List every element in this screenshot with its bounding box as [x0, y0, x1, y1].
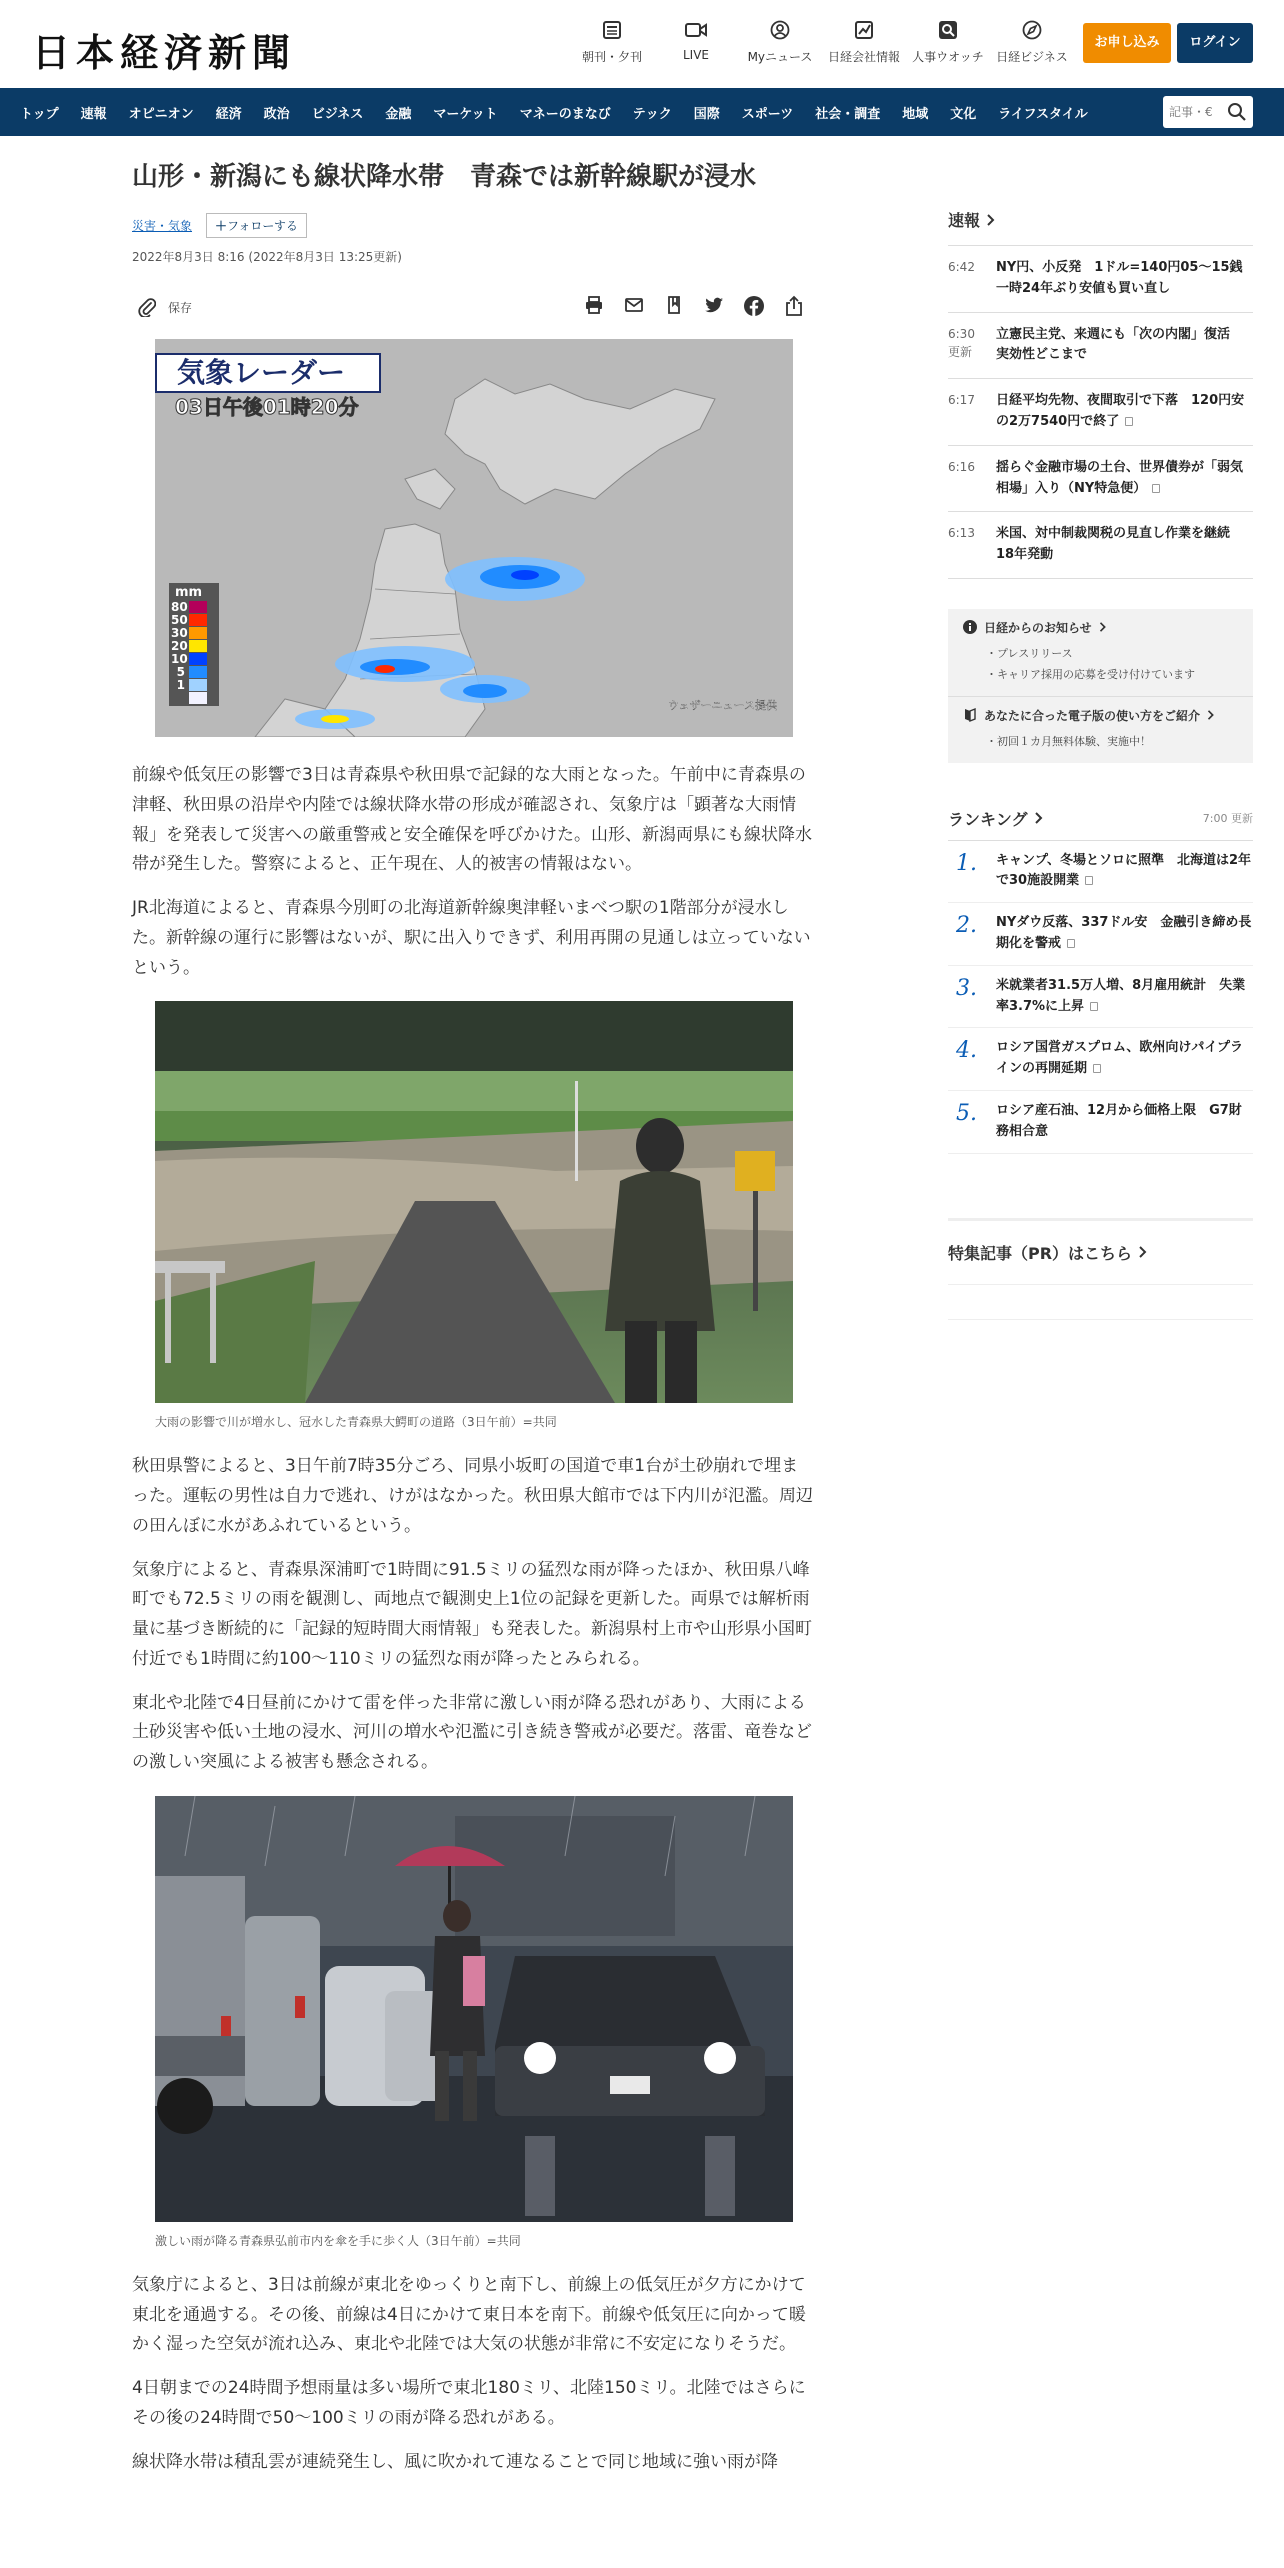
header-link-label: 人事ウオッチ — [912, 50, 984, 64]
chevron-right-icon — [986, 214, 996, 226]
radar-legend-item — [171, 691, 217, 704]
news-time: 6:17 — [948, 393, 975, 408]
article-paragraph: 秋田県警によると、3日午前7時35分ごろ、同県小坂町の国道で車1台が土砂崩れで埋まった。運転の男性は自力で逃れ、けがはなかった。秋田県大館市では下内川が氾濫。周辺の田んぼに水があふれているという。 — [132, 1456, 814, 1536]
radar-legend-swatch — [189, 692, 207, 704]
notice-title: 日経からのお知らせ — [984, 620, 1092, 635]
flooded-road-photo — [155, 1001, 793, 1403]
ranking-updated: 7:00 更新 — [1202, 812, 1253, 826]
notice-divider — [948, 696, 1253, 697]
photo-caption: 激しい雨が降る青森県弘前市内を傘を手に歩く人（3日午前）=共同 — [155, 2233, 521, 2248]
twitter-icon — [704, 295, 724, 315]
save-label: 保存 — [168, 300, 193, 315]
header-link-mynews[interactable] — [738, 20, 822, 65]
radar-legend-swatch — [189, 601, 207, 613]
lock-icon — [1090, 1002, 1098, 1011]
lock-icon — [1152, 484, 1160, 493]
notice-item-label: 初回１カ月無料体験、実施中！ — [997, 734, 1151, 748]
person-icon — [770, 20, 790, 40]
news-time: 6:30 更新 — [948, 326, 975, 359]
share-buttons — [574, 295, 814, 317]
compass-icon — [1022, 20, 1042, 40]
facebook-icon — [743, 295, 765, 317]
radar-legend-value: 30 — [171, 625, 188, 640]
news-headline: 日経平均先物、夜間取引で下落 120円安の2万7540円で終了 — [996, 393, 1245, 429]
article-tag-row — [132, 213, 814, 238]
site-header — [0, 0, 1284, 88]
nikkei-notice-box — [948, 609, 1253, 763]
radar-legend-item — [171, 613, 217, 626]
rain-street-graphic — [155, 1796, 793, 2222]
nav-item-region[interactable]: 地域 — [902, 106, 929, 122]
chevron-right-icon — [1098, 622, 1108, 632]
weather-radar-image — [155, 339, 793, 737]
radar-legend-item — [171, 626, 217, 639]
ranking-title: ランキング — [948, 809, 1028, 829]
notice-item-free-trial[interactable]: ・初回１カ月無料体験、実施中！ — [986, 734, 1151, 748]
radar-legend-swatch — [189, 653, 207, 665]
radar-legend-swatch — [189, 614, 207, 626]
news-time: 6:16 — [948, 459, 975, 474]
nav-item-money[interactable]: マネーのまなび — [519, 106, 611, 122]
breaking-news-item[interactable] — [948, 512, 1253, 579]
follow-button[interactable] — [206, 213, 307, 238]
bookmark-icon — [664, 295, 684, 315]
notice-item-careers[interactable]: ・キャリア採用の応募を受け付けています — [986, 667, 1195, 681]
header-link-newspaper[interactable] — [570, 20, 654, 65]
breaking-news-list — [948, 245, 1256, 579]
ranking-number: 1. — [956, 850, 977, 876]
radar-legend-item — [171, 600, 217, 613]
ranking-headline: 米就業者31.5万人増、8月雇用統計 失業率3.7%に上昇 — [996, 977, 1246, 1014]
sidebar — [948, 208, 1256, 1354]
pr-title: 特集記事（PR）はこちら — [948, 1243, 1133, 1263]
nav-item-culture[interactable]: 文化 — [950, 106, 977, 122]
breaking-news-item[interactable] — [948, 246, 1256, 313]
header-link-business[interactable] — [990, 20, 1074, 65]
article-title: 山形・新潟にも線状降水帯 青森では新幹線駅が浸水 — [132, 162, 757, 192]
nav-item-market[interactable]: マーケット — [433, 106, 498, 122]
article-paragraph: 前線や低気圧の影響で3日は青森県や秋田県で記録的な大雨となった。午前中に青森県の津軽、秋田県の沿岸や内陸では線状降水帯の形成が確認され、気象庁は「顕著な大雨情報」を発表して災害への厳重警戒と安全確保を呼びかけた。山形、新潟両県にも線状降水帯が発生した。警察によると、正午現在、人的被害の情報はない。 — [132, 765, 812, 875]
info-icon — [962, 619, 978, 635]
book-icon — [962, 707, 978, 723]
nav-item-top[interactable]: トップ — [20, 106, 59, 122]
nav-item-breaking[interactable]: 速報 — [80, 106, 107, 122]
header-link-personnel[interactable] — [906, 20, 990, 65]
radar-legend-item — [171, 665, 217, 678]
ranking-number: 3. — [956, 975, 977, 1001]
main-nav — [0, 88, 1284, 136]
print-button[interactable] — [574, 295, 614, 317]
pr-heading[interactable] — [948, 1218, 1253, 1264]
plus-icon: ＋ — [215, 219, 228, 234]
radar-legend-value: 50 — [171, 612, 188, 627]
chevron-right-icon — [1034, 812, 1044, 824]
radar-legend-item — [171, 678, 217, 691]
nav-item-politics[interactable]: 政治 — [263, 106, 290, 122]
video-icon — [684, 20, 708, 40]
news-headline: 立憲民主党、来週にも「次の内閣」復活 実効性どこまで — [996, 326, 1244, 363]
radar-figure — [155, 339, 793, 737]
article-date: 2022年8月3日 8:16 (2022年8月3日 13:25更新) — [132, 250, 402, 265]
radar-legend-swatch — [189, 679, 207, 691]
ranking-item[interactable] — [948, 1028, 1253, 1091]
notice-list — [986, 644, 1239, 686]
lock-icon — [1093, 1064, 1101, 1073]
pr-list-placeholder — [948, 1284, 1253, 1320]
article-paragraph: 気象庁によると、3日は前線が東北をゆっくりと南下し、前線上の低気圧が夕方にかけて東北を通過する。その後、前線は4日にかけて東日本を南下。前線や低気圧に向かって暖かく湿った空気が流れ込み、東北や北陸では大気の状態が非常に不安定になりそうだ。 — [132, 2274, 806, 2355]
header-icon-group — [570, 20, 1074, 65]
radar-legend-item — [171, 652, 217, 665]
ranking-headline: ロシア産石油、12月から価格上限 G7財務相合意 — [996, 1103, 1242, 1139]
header-link-label: 日経ビジネス — [996, 50, 1068, 64]
header-link-label: LIVE — [682, 48, 709, 62]
twitter-button[interactable] — [694, 295, 734, 317]
nav-items — [20, 88, 1110, 136]
radar-legend — [169, 583, 219, 706]
ranking-item[interactable] — [948, 903, 1253, 966]
digital-guide-title: あなたに合った電子版の使い方をご紹介 — [984, 708, 1201, 723]
news-headline: 揺らぐ金融市場の土台、世界債券が「弱気相場」入り（NY特急便） — [996, 459, 1244, 496]
notice-heading[interactable] — [962, 619, 1239, 636]
radar-legend-value: 10 — [171, 651, 188, 666]
search-input[interactable] — [1169, 101, 1219, 123]
rain-street-photo — [155, 1796, 793, 2222]
ranking-number: 2. — [956, 913, 977, 939]
lock-icon — [1125, 417, 1133, 426]
bookmark-button[interactable] — [654, 295, 694, 317]
breaking-news-item[interactable] — [948, 446, 1253, 513]
breaking-news-item[interactable] — [948, 379, 1253, 446]
header-link-label: 朝刊・夕刊 — [581, 50, 642, 64]
news-time: 6:13 — [948, 526, 975, 541]
apply-button[interactable]: お申し込み — [1083, 23, 1171, 63]
ranking-list — [948, 841, 1253, 1154]
flooded-road-graphic — [155, 1001, 793, 1403]
radar-legend-swatch — [189, 666, 207, 678]
radar-time: 03日午後01時20分 — [175, 395, 359, 420]
radar-legend-value: 5 — [176, 664, 185, 679]
lock-icon — [1067, 939, 1075, 948]
photo-figure-flooded-road — [155, 1001, 793, 1430]
ranking-headline: NYダウ反落、337ドル安 金融引き締め長期化を警戒 — [996, 915, 1252, 952]
save-button[interactable] — [138, 297, 192, 317]
ranking-item[interactable] — [948, 1091, 1253, 1154]
radar-legend-value: 1 — [176, 677, 185, 692]
ranking-header — [948, 807, 1253, 841]
share-button[interactable] — [774, 295, 814, 317]
nav-item-economy[interactable]: 経済 — [215, 106, 242, 122]
news-headline: 米国、対中制裁関税の見直し作業を継続 18年発動 — [996, 526, 1244, 563]
ranking-item[interactable] — [948, 966, 1253, 1029]
breaking-news-title: 速報 — [948, 211, 981, 230]
ranking-number: 5. — [956, 1101, 977, 1127]
chevron-right-icon — [1138, 1246, 1148, 1258]
topic-tag-link[interactable]: 災害・気象 — [132, 219, 193, 234]
chart-icon — [854, 20, 874, 40]
ranking-headline: ロシア国営ガスプロム、欧州向けパイプラインの再開延期 — [996, 1040, 1244, 1077]
article-paragraph: 線状降水帯は積乱雲が連続発生し、風に吹かれて連なることで同じ地域に強い雨が降 — [132, 2451, 778, 2472]
news-headline: NY円、小反発 1ドル=140円05～15銭 一時24年ぶり安値も買い直し — [996, 260, 1256, 296]
ranking-item[interactable] — [948, 841, 1253, 904]
radar-legend-item — [171, 639, 217, 652]
radar-legend-swatch — [189, 627, 207, 639]
nav-search-box — [1163, 96, 1253, 128]
print-icon — [584, 295, 604, 315]
nav-item-sports[interactable]: スポーツ — [741, 106, 794, 122]
nav-item-opinion[interactable]: オピニオン — [128, 106, 194, 122]
photo-caption: 大雨の影響で川が増水し、冠水した青森県大鰐町の道路（3日午前）=共同 — [155, 1415, 557, 1430]
radar-legend-swatch — [189, 640, 207, 652]
search-icon[interactable] — [1227, 102, 1247, 122]
ranking-heading[interactable] — [948, 807, 1044, 830]
header-link-label: Myニュース — [747, 50, 813, 64]
share-icon — [784, 295, 804, 317]
nav-item-tech[interactable]: テック — [632, 106, 672, 122]
radar-legend-unit: mm — [175, 585, 203, 601]
newspaper-icon — [602, 20, 622, 40]
search-person-icon — [938, 20, 958, 40]
chevron-right-icon — [1206, 710, 1216, 720]
site-logo[interactable]: 日本経済新聞 — [32, 30, 297, 75]
mail-icon — [624, 295, 644, 315]
article-toolbar — [132, 293, 814, 323]
lock-icon — [1085, 876, 1093, 885]
breaking-news-item[interactable] — [948, 313, 1253, 380]
nav-item-international[interactable]: 国際 — [693, 106, 720, 122]
notice-item-press[interactable]: ・プレスリリース — [986, 646, 1073, 660]
radar-legend-value: 20 — [171, 638, 188, 653]
nav-item-society[interactable]: 社会・調査 — [815, 106, 881, 122]
article — [132, 160, 814, 2477]
breaking-news-heading[interactable] — [948, 208, 1253, 231]
article-paragraph: JR北海道によると、青森県今別町の北海道新幹線奥津軽いまべつ駅の1階部分が浸水した。新幹線の運行に影響はないが、駅に出入りできず、利用再開の見通しは立っていないという。 — [132, 898, 811, 978]
notice-item-label: キャリア採用の応募を受け付けています — [997, 667, 1195, 681]
ranking-headline: キャンプ、冬場とソロに照準 北海道は2年で30施設開業 — [996, 852, 1252, 889]
radar-legend-value: 80 — [171, 599, 188, 614]
login-button[interactable]: ログイン — [1177, 23, 1253, 63]
paperclip-icon — [138, 297, 156, 317]
follow-label: フォローする — [227, 219, 298, 234]
article-paragraph: 東北や北陸で4日昼前にかけて雷を伴った非常に激しい雨が降る恐れがあり、大雨による土砂災害や低い土地の浸水、河川の増水や氾濫に引き続き警戒が必要だ。落雷、竜巻などの激しい突風による被害も懸念される。 — [132, 1692, 812, 1773]
digital-guide-heading[interactable] — [962, 707, 1239, 724]
facebook-button[interactable] — [734, 295, 774, 317]
header-link-company-info[interactable] — [822, 20, 906, 65]
article-paragraph: 気象庁によると、青森県深浦町で1時間に91.5ミリの猛烈な雨が降ったほか、秋田県八峰町でも72.5ミリの雨を観測し、両地点で観測史上1位の記録を更新した。両県では解析雨量に基づき断続的に「記録的短時間大雨情報」も発表した。新潟県村上市や山形県小国町付近でも1時間に約100～110ミリの猛烈な雨が降ったとみられる。 — [132, 1559, 812, 1669]
nav-item-finance[interactable]: 金融 — [385, 106, 412, 122]
mail-button[interactable] — [614, 295, 654, 317]
radar-credit: ウェザーニュース提供 — [667, 699, 777, 713]
digital-guide-list — [986, 732, 1239, 753]
news-time: 6:42 — [948, 260, 975, 274]
article-paragraph: 4日朝までの24時間予想雨量は多い場所で東北180ミリ、北陸150ミリ。北陸ではさらにその後の24時間で50～100ミリの雨が降る恐れがある。 — [132, 2378, 806, 2428]
header-link-label: 日経会社情報 — [827, 50, 900, 64]
nav-item-lifestyle[interactable]: ライフスタイル — [998, 106, 1088, 122]
header-link-live[interactable] — [654, 20, 738, 65]
nav-item-business[interactable]: ビジネス — [311, 106, 364, 122]
radar-title: 気象レーダー — [155, 353, 381, 393]
notice-item-label: プレスリリース — [997, 646, 1073, 660]
ranking-number: 4. — [956, 1038, 977, 1064]
photo-figure-rain-street — [155, 1796, 793, 2249]
